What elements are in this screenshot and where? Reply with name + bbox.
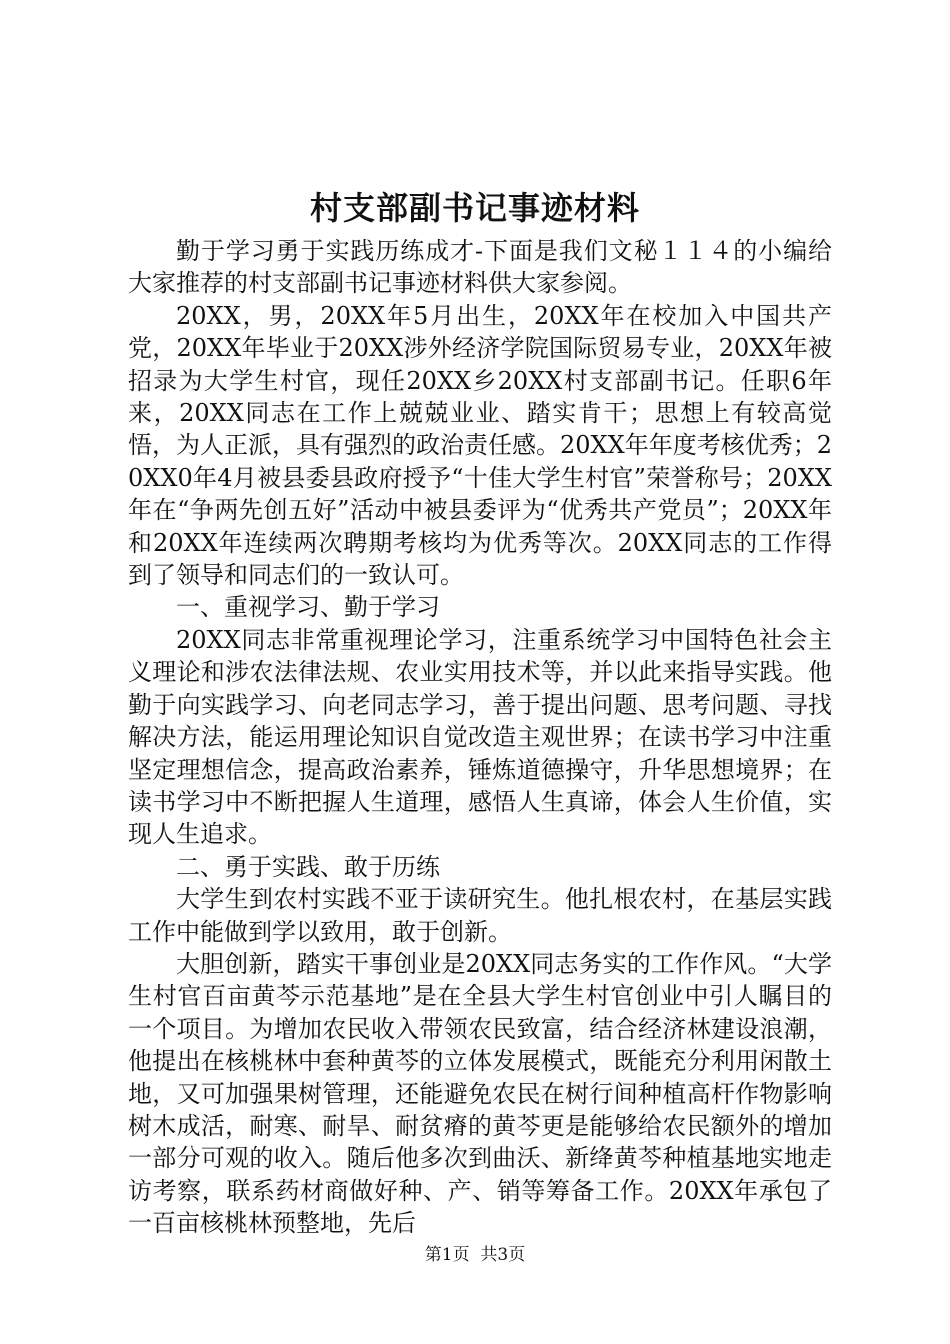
page-number-current: 第1页 bbox=[424, 1245, 470, 1265]
section-heading-practice: 二、勇于实践、敢于历练 bbox=[176, 852, 440, 881]
paragraph-innovation: 大胆创新，踏实干事创业是20XX同志务实的工作作风。“大学生村官百亩黄芩示范基地”是在全县大学生村官创业中引人瞩目的一个项目。为增加农民收入带领农民致富，结合经济林建设浪潮，他提出在核桃林中套种黄芩的立体发展模式，既能充分利用闲散土地，又可加强果树管理，还能避免农民在树行间种植高杆作物影响树木成活，耐寒、耐旱、耐贫瘠的黄芩更是能够给农民额外的增加一部分可观的收入。随后他多次到曲沃、新绛黄芩种植基地实地走访考察，联系药材商做好种、产、销等筹备工作。20XX年承包了一百亩核桃林预整地，先后 bbox=[128, 949, 832, 1238]
page-footer bbox=[0, 1244, 950, 1266]
section-heading-study: 一、重视学习、勤于学习 bbox=[176, 593, 440, 622]
paragraph-profile: 20XX，男，20XX年5月出生，20XX年在校加入中国共产党，20XX年毕业于20XX涉外经济学院国际贸易专业，20XX年被招录为大学生村官，现任20XX乡20XX村支部副书记。任职6年来，20XX同志在工作上兢兢业业、踏实肯干；思想上有较高觉悟，为人正派，具有强烈的政治责任感。20XX年年度考核优秀；20XX0年4月被县委县政府授予“十佳大学生村官”荣誉称号；20XX年在“争两先创五好”活动中被县委评为“优秀共产党员”；20XX年和20XX年连续两次聘期考核均为优秀等次。20XX同志的工作得到了领导和同志们的一致认可。 bbox=[128, 301, 832, 590]
paragraph-practice: 大学生到农村实践不亚于读研究生。他扎根农村，在基层实践工作中能做到学以致用，敢于创新。 bbox=[128, 885, 832, 946]
document-title: 村支部副书记事迹材料 bbox=[309, 189, 640, 227]
document-body bbox=[128, 235, 832, 1240]
paragraph-intro: 勤于学习勇于实践历练成才-下面是我们文秘１１４的小编给大家推荐的村支部副书记事迹材料供大家参阅。 bbox=[128, 237, 832, 298]
paragraph-study: 20XX同志非常重视理论学习，注重系统学习中国特色社会主义理论和涉农法律法规、农业实用技术等，并以此来指导实践。他勤于向实践学习、向老同志学习，善于提出问题、思考问题、寻找解决方法，能运用理论知识自觉改造主观世界；在读书学习中注重坚定理想信念，提高政治素养，锤炼道德操守，升华思想境界；在读书学习中不断把握人生道理，感悟人生真谛，体会人生价值，实现人生追求。 bbox=[128, 625, 832, 849]
page-number-total: 共3页 bbox=[480, 1245, 526, 1265]
